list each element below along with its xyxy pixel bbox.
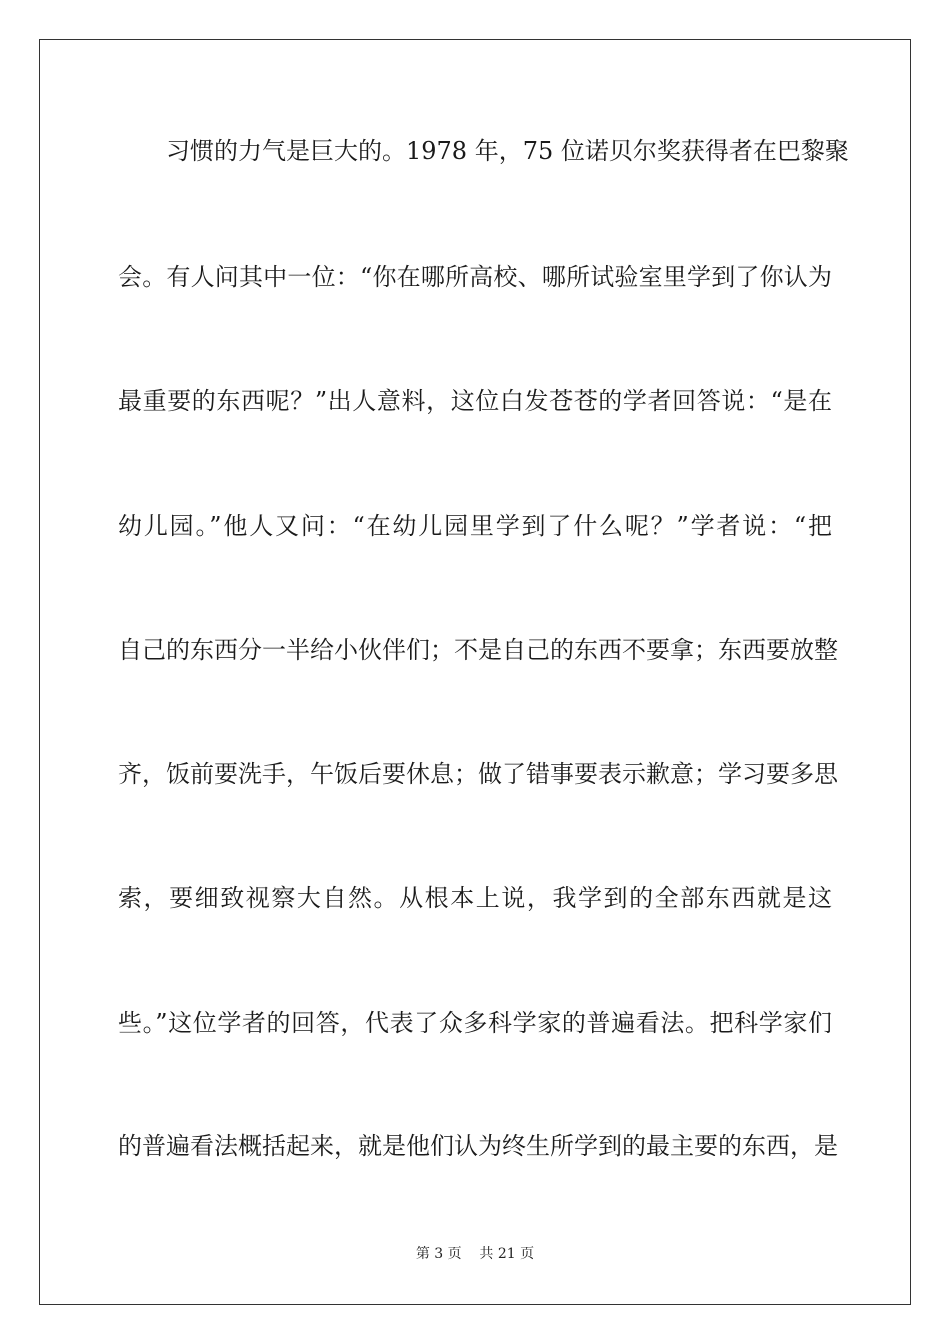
- paragraph-line: 幼儿园。”他人又问：“在幼儿园里学到了什么呢？”学者说：“把: [118, 512, 832, 540]
- paragraph-line: 最重要的东西呢？”出人意料，这位白发苍苍的学者回答说：“是在: [118, 387, 832, 415]
- page-border: [39, 39, 911, 1305]
- page-footer: 第 3 页 共 21 页: [415, 1246, 535, 1262]
- paragraph-line: 索，要细致视察大自然。从根本上说，我学到的全部东西就是这: [118, 884, 832, 912]
- paragraph-line: 的普遍看法概括起来，就是他们认为终生所学到的最主要的东西，是: [118, 1132, 838, 1160]
- paragraph-line: 齐，饭前要洗手，午饭后要休息；做了错事要表示歉意；学习要多思: [118, 760, 838, 788]
- paragraph-line: 些。”这位学者的回答，代表了众多科学家的普遍看法。把科学家们: [118, 1009, 832, 1037]
- paragraph-line: 习惯的力气是巨大的。1978 年，75 位诺贝尔奖获得者在巴黎聚: [166, 137, 849, 165]
- paragraph-line: 会。有人问其中一位：“你在哪所高校、哪所试验室里学到了你认为: [118, 263, 832, 291]
- paragraph-line: 自己的东西分一半给小伙伴们；不是自己的东西不要拿；东西要放整: [118, 636, 838, 664]
